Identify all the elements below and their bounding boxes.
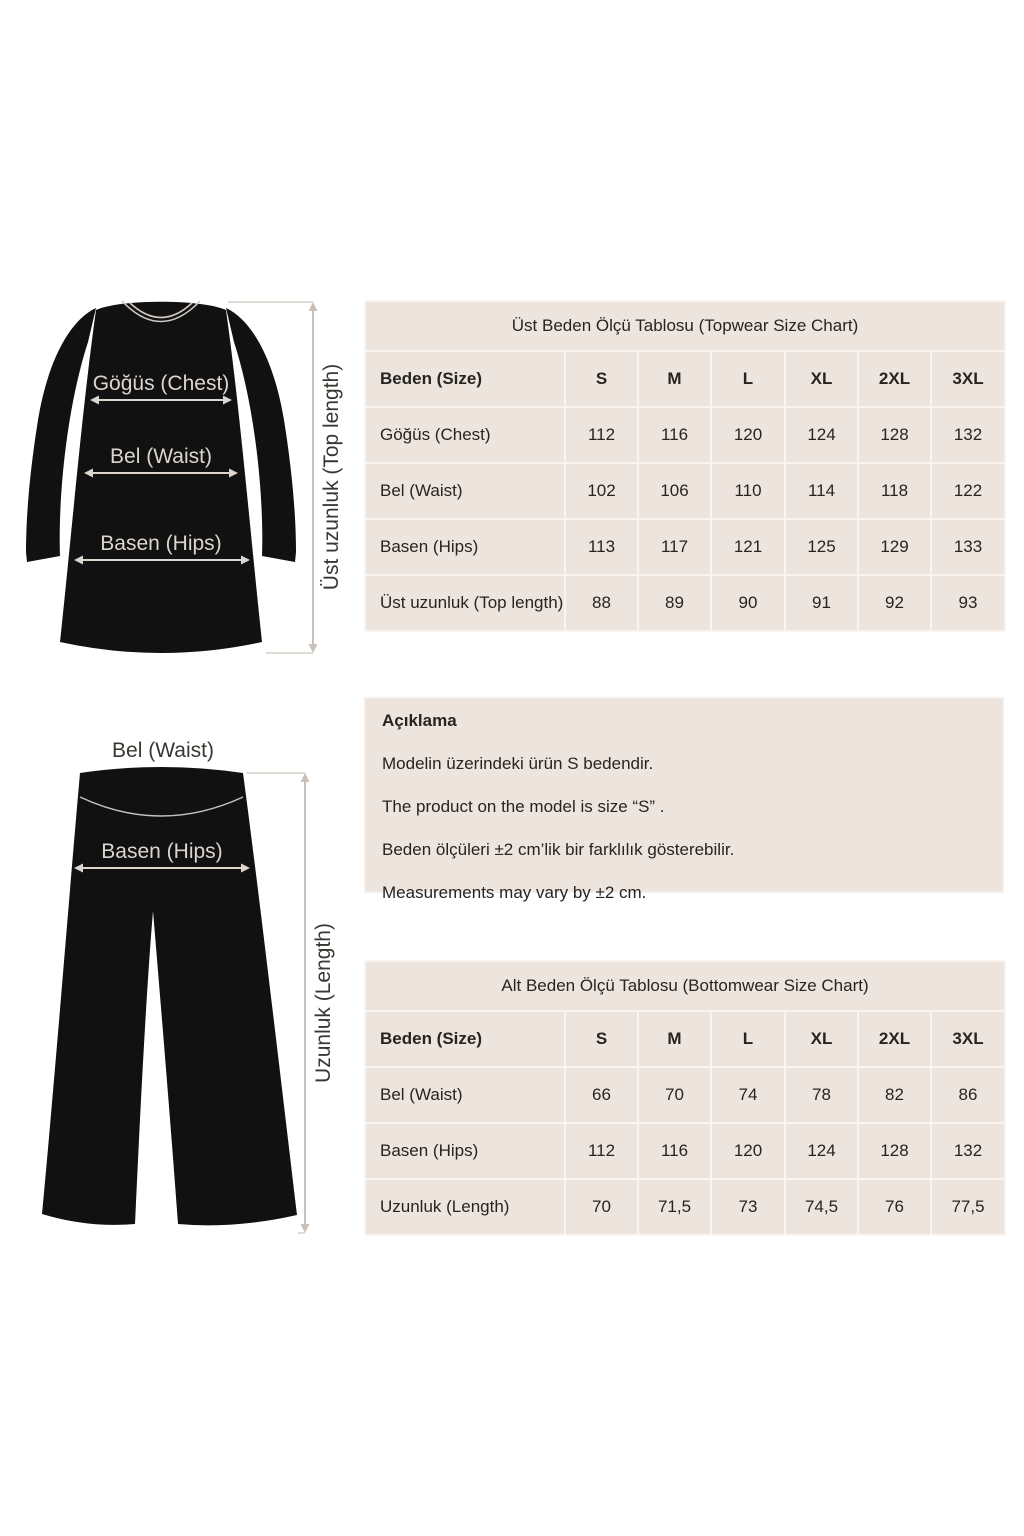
pants-length-arrowhead-top: [301, 773, 310, 782]
measurement-value: 112: [565, 1123, 638, 1179]
measurement-value: 93: [931, 575, 1005, 631]
measurement-value: 74,5: [785, 1179, 858, 1235]
topwear-diagram: [0, 290, 360, 670]
measurement-value: 132: [931, 1123, 1005, 1179]
pants-shape: [42, 767, 297, 1225]
tunic-body-shape: [60, 302, 262, 653]
column-header: M: [638, 351, 711, 407]
measurement-value: 113: [565, 519, 638, 575]
measurement-value: 122: [931, 463, 1005, 519]
chest-measure-label: Göğüs (Chest): [92, 372, 230, 395]
measurement-value: 92: [858, 575, 931, 631]
measurement-value: 117: [638, 519, 711, 575]
table-header-row: [365, 351, 1005, 407]
table-title-row: [365, 301, 1005, 351]
bottomwear-table-title: Alt Beden Ölçü Tablosu (Bottomwear Size Chart): [365, 961, 1005, 1011]
measurement-value: 78: [785, 1067, 858, 1123]
table-row: [365, 463, 1005, 519]
pants-length-label: Uzunluk (Length): [312, 923, 335, 1083]
measurement-value: 70: [565, 1179, 638, 1235]
measurement-value: 128: [858, 407, 931, 463]
measurement-value: 66: [565, 1067, 638, 1123]
measurement-value: 128: [858, 1123, 931, 1179]
measurement-value: 73: [711, 1179, 785, 1235]
row-label: Uzunluk (Length): [365, 1179, 565, 1235]
column-header: S: [565, 1011, 638, 1067]
column-header: 3XL: [931, 1011, 1005, 1067]
measurement-value: 102: [565, 463, 638, 519]
row-label: Basen (Hips): [365, 519, 565, 575]
measurement-value: 88: [565, 575, 638, 631]
measurement-value: 110: [711, 463, 785, 519]
measurement-value: 82: [858, 1067, 931, 1123]
table-row: [365, 575, 1005, 631]
measurement-value: 114: [785, 463, 858, 519]
note-line: Beden ölçüleri ±2 cm’lik bir farklılık gösterebilir.: [382, 840, 735, 859]
measurement-value: 132: [931, 407, 1005, 463]
measurement-value: 76: [858, 1179, 931, 1235]
measurement-value: 121: [711, 519, 785, 575]
column-header: S: [565, 351, 638, 407]
measurement-value: 89: [638, 575, 711, 631]
row-label: Bel (Waist): [365, 463, 565, 519]
table-title-row: [365, 961, 1005, 1011]
table-header-row: [365, 1011, 1005, 1067]
measurement-value: 70: [638, 1067, 711, 1123]
measurement-value: 133: [931, 519, 1005, 575]
hips-measure-label: Basen (Hips): [100, 532, 222, 555]
measurement-value: 86: [931, 1067, 1005, 1123]
top-length-arrowhead-bottom: [309, 644, 318, 653]
table-row: [365, 1179, 1005, 1235]
measurement-value: 71,5: [638, 1179, 711, 1235]
measurement-value: 112: [565, 407, 638, 463]
measurement-value: 77,5: [931, 1179, 1005, 1235]
measurement-value: 90: [711, 575, 785, 631]
measurement-value: 124: [785, 407, 858, 463]
pants-waist-label: Bel (Waist): [112, 739, 214, 762]
measurement-value: 120: [711, 407, 785, 463]
measurement-value: 74: [711, 1067, 785, 1123]
row-label: Bel (Waist): [365, 1067, 565, 1123]
measurement-value: 116: [638, 1123, 711, 1179]
note-line: Modelin üzerindeki ürün S bedendir.: [382, 754, 654, 773]
measurement-value: 124: [785, 1123, 858, 1179]
top-length-arrowhead-top: [309, 302, 318, 311]
top-length-label: Üst uzunluk (Top length): [320, 363, 343, 591]
column-header: XL: [785, 351, 858, 407]
measurement-value: 106: [638, 463, 711, 519]
pants-length-arrowhead-bottom: [301, 1224, 310, 1233]
column-header: 2XL: [858, 351, 931, 407]
measurement-value: 116: [638, 407, 711, 463]
table-row: [365, 1123, 1005, 1179]
column-header: Beden (Size): [365, 1011, 565, 1067]
notes-box: [364, 697, 1004, 902]
table-row: [365, 1067, 1005, 1123]
column-header: L: [711, 351, 785, 407]
column-header: 2XL: [858, 1011, 931, 1067]
pants-hips-label: Basen (Hips): [101, 840, 223, 863]
measurement-value: 129: [858, 519, 931, 575]
measurement-value: 118: [858, 463, 931, 519]
waist-measure-label: Bel (Waist): [110, 445, 212, 468]
row-label: Basen (Hips): [365, 1123, 565, 1179]
topwear-table-title: Üst Beden Ölçü Tablosu (Topwear Size Chart): [365, 301, 1005, 351]
topwear-size-table: [364, 300, 1006, 632]
column-header: Beden (Size): [365, 351, 565, 407]
measurement-value: 91: [785, 575, 858, 631]
column-header: XL: [785, 1011, 858, 1067]
table-row: [365, 519, 1005, 575]
row-label: Göğüs (Chest): [365, 407, 565, 463]
measurement-value: 120: [711, 1123, 785, 1179]
table-row: [365, 407, 1005, 463]
measurement-value: 125: [785, 519, 858, 575]
note-line: Measurements may vary by ±2 cm.: [382, 883, 647, 902]
bottomwear-diagram: [0, 735, 360, 1250]
column-header: M: [638, 1011, 711, 1067]
column-header: L: [711, 1011, 785, 1067]
bottomwear-size-table: [364, 960, 1006, 1236]
notes-title: Açıklama: [382, 711, 457, 730]
row-label: Üst uzunluk (Top length): [365, 575, 565, 631]
note-line: The product on the model is size “S” .: [382, 797, 665, 816]
column-header: 3XL: [931, 351, 1005, 407]
